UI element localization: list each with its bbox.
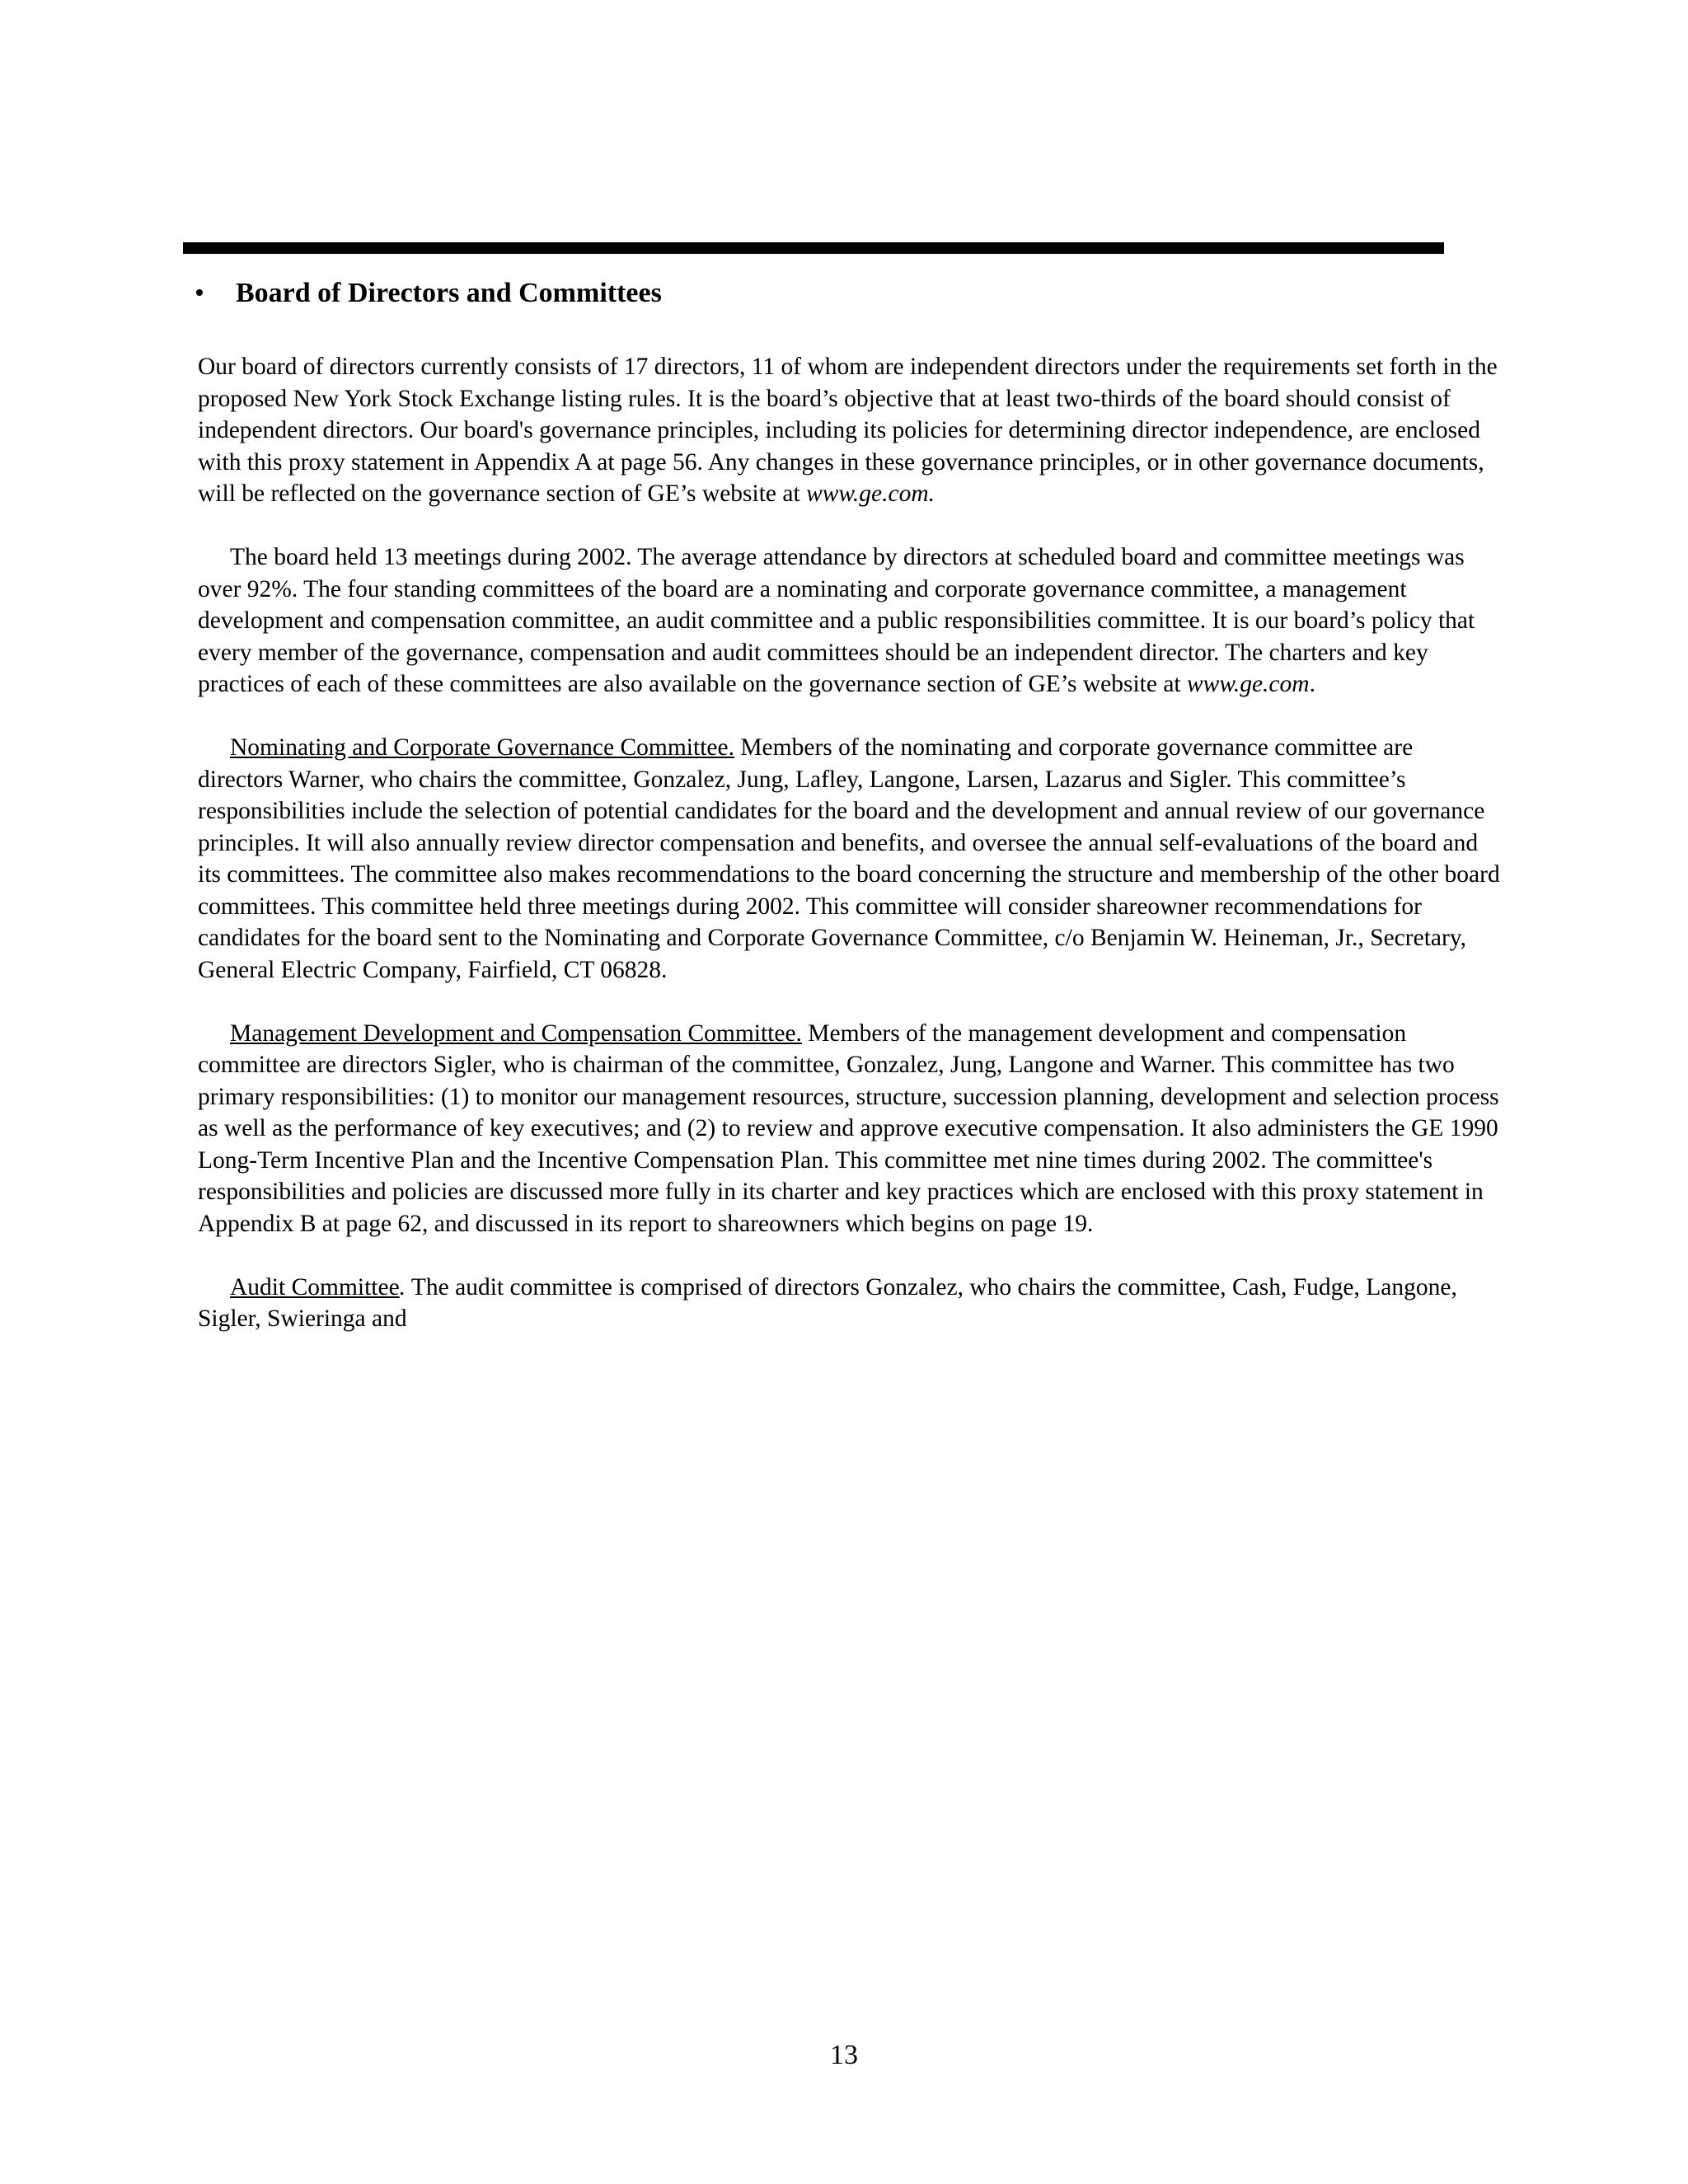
paragraph-text: The board held 13 meetings during 2002. The average attendance by directors at scheduled board and committee meetings was over 92%. The four standing committees of the board are a nominating and corporate governance committee, a management development and compensation committee, an audit committee and a public responsibilities committee. It is our board’s policy that every member of the governance, compensation and audit committees should be an independent director. The charters and key practices of each of these committees are also available on the governance section of GE’s website at xyxy=(198,544,1475,697)
paragraph-tail: . xyxy=(1309,671,1315,697)
committee-title-period: . xyxy=(399,1273,406,1301)
website-reference: www.ge.com. xyxy=(806,480,935,507)
paragraph-text: Our board of directors currently consists of 17 directors, 11 of whom are independent directors under the requirements set forth in the proposed New York Stock Exchange listing rules. It is the board’s objective that at least two-thirds of the board should consist of independent directors. Our board's governance principles, including its policies for determining director independence, are enclosed with this proxy statement in Appendix A at page 56. Any changes in these governance principles, or in other governance documents, will be reflected on the governance section of GE’s website at xyxy=(198,354,1498,507)
paragraph-text: Members of the management development and compensation committee are directors Sigler, who is chairman of the committee, Gonzalez, Jung, Langone and Warner. This committee has two primary responsibilities: (1) to monitor our management resources, structure, succession planning, development and selection process as well as the performance of key executives; and (2) to review and approve executive compensation. It also administers the GE 1990 Long-Term Incentive Plan and the Incentive Compensation Plan. This committee met nine times during 2002. The committee's responsibilities and policies are discussed more fully in its charter and key practices which are enclosed with this proxy statement in Appendix B at page 62, and discussed in its report to shareowners which begins on page 19. xyxy=(198,1019,1499,1237)
paragraph-text: Members of the nominating and corporate governance committee are directors Warner, who chairs the committee, Gonzalez, Jung, Lafley, Langone, Larsen, Lazarus and Sigler. This committee’s responsibilities include the selection of potential candidates for the board and the development and annual review of our governance principles. It will also annually review director compensation and benefits, and oversee the annual self-evaluations of the board and its committees. The committee also makes recommendations to the board concerning the structure and membership of the other board committees. This committee held three meetings during 2002. This committee will consider shareowner recommendations for candidates for the board sent to the Nominating and Corporate Governance Committee, c/o Benjamin W. Heineman, Jr., Secretary, General Electric Company, Fairfield, CT 06828. xyxy=(198,734,1500,983)
committee-title: Audit Committee xyxy=(230,1273,400,1301)
paragraph-nominating-committee xyxy=(198,732,1500,986)
paragraph-board-meetings xyxy=(198,541,1500,701)
website-reference: www.ge.com xyxy=(1187,671,1310,697)
body-text xyxy=(198,351,1500,1366)
page-number: 13 xyxy=(830,2040,858,2070)
paragraph-compensation-committee xyxy=(198,1018,1500,1240)
paragraph-text: The audit committee is comprised of directors Gonzalez, who chairs the committee, Cash, Fudge, Langone, Sigler, Swieringa and xyxy=(198,1273,1457,1332)
bullet-icon: • xyxy=(195,278,204,308)
committee-title: Management Development and Compensation Committee. xyxy=(230,1019,802,1047)
header-rule xyxy=(183,242,1444,254)
paragraph-audit-committee xyxy=(198,1272,1500,1335)
section-heading xyxy=(195,275,662,312)
section-heading-text: Board of Directors and Committees xyxy=(236,278,662,308)
paragraph-board-composition xyxy=(198,351,1500,510)
committee-title: Nominating and Corporate Governance Committee. xyxy=(230,734,734,761)
